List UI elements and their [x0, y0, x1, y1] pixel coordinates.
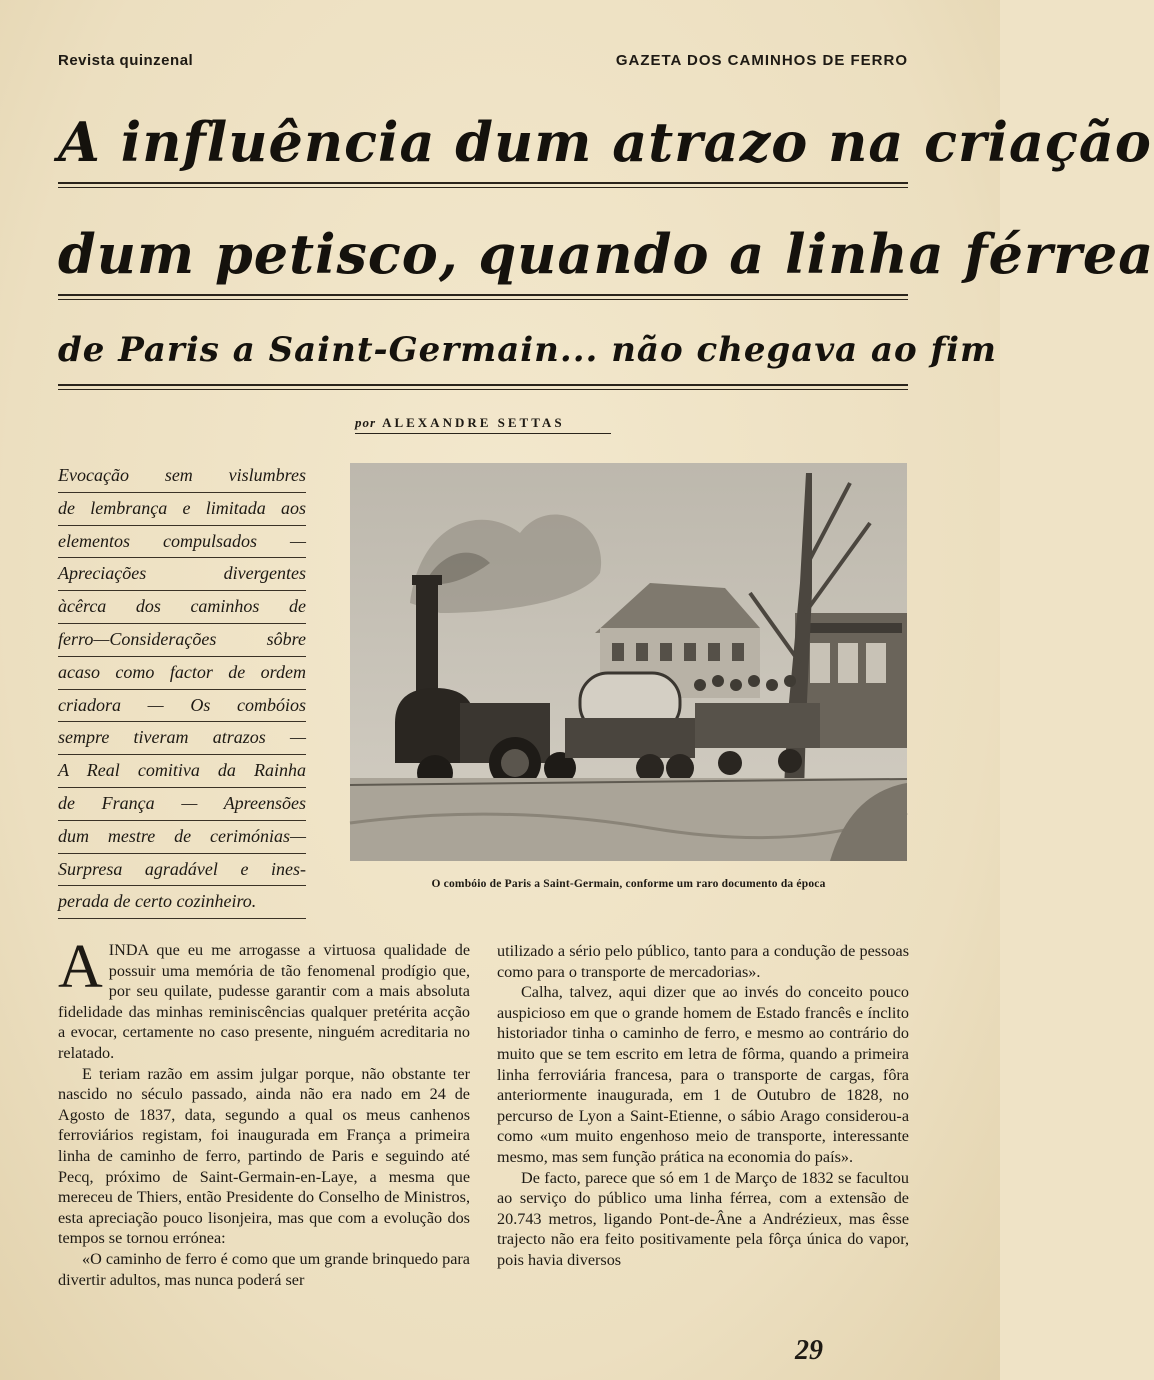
- summary-box: [58, 460, 306, 919]
- article-title-line-1: A influência dum atrazo na criação: [58, 110, 1152, 174]
- summary-line: àcêrca dos caminhos de: [58, 591, 306, 624]
- summary-line: perada de certo cozinheiro.: [58, 886, 306, 919]
- paragraph-text: INDA que eu me arrogasse a virtuosa qualidade de possuir uma memória de tão fenomenal prodígio que, por seu quilate, pudesse garantir com a mais absoluta fidelidade das minhas reminiscências qualquer pretérita acção a evocar, certamente no caso presente, ninguém acreditaria no relatado.: [58, 941, 470, 1062]
- paragraph: «O caminho de ferro é como que um grande brinquedo para divertir adultos, mas nunca poderá ser: [58, 1249, 470, 1289]
- paragraph: Calha, talvez, aqui dizer que ao invés do conceito pouco auspicioso em que o grande homem de Estado francês e ínclito historiador tinha o caminho de ferro, e mesmo ao contrário do muito que se tem escrito em letra de fôrma, quando a primeira linha ferroviária francesa, para o transporte de cargas, fôra anteriormente inaugurada, em 1 de Outubro de 1828, no percurso de Lyon a Saint-Etienne, o sábio Arago considerou-a como «um muito engenhoso meio de transporte, interessante mesmo, mas sem função prática na economia do país».: [497, 983, 909, 1166]
- drop-cap: A: [58, 933, 103, 1001]
- train-illustration: [350, 463, 907, 861]
- summary-line: de lembrança e limitada aos: [58, 493, 306, 526]
- article-title-line-3: de Paris a Saint-Germain... não chegava ao fim: [58, 330, 998, 370]
- article-title-line-2: dum petisco, quando a linha férrea: [58, 222, 1154, 286]
- paragraph: E teriam razão em assim julgar porque, não obstante ter nascido no século passado, ainda não era nado em 24 de Agosto de 1837, data, segundo a qual os meus canhenos ferroviários registam, foi inaugurada em França a primeira linha de caminho de ferro, partindo de Paris e seguindo até Pecq, próximo de Saint-Germain-en-Laye, a mesma que mereceu de Thiers, então Presidente do Conselho de Ministros, esta apreciação pouco lisonjeira, mas que com a evolução dos tempos se tornou errónea:: [58, 1064, 470, 1248]
- summary-line: elementos compulsados —: [58, 526, 306, 559]
- summary-line: de França — Apreensões: [58, 788, 306, 821]
- paragraph: De facto, parece que só em 1 de Março de 1832 se facultou ao serviço do público uma linha férrea, com a extensão de 20.743 metros, ligando Pont-de-Âne a Andrézieux, mas êsse trajecto não era feito positivamente pela fôrça única do vapor, pois havia diversos: [497, 1168, 909, 1269]
- article-column-left: [58, 933, 470, 1290]
- title-rule: [58, 182, 908, 184]
- running-header-right: GAZETA DOS CAMINHOS DE FERRO: [615, 52, 908, 69]
- article-column-right: [497, 941, 909, 1271]
- paragraph: [58, 933, 470, 1064]
- summary-line: sempre tiveram atrazos —: [58, 722, 306, 755]
- train-engraving-image: [350, 463, 907, 861]
- summary-line: criadora — Os combóios: [58, 690, 306, 723]
- summary-line: A Real comitiva da Rainha: [58, 755, 306, 788]
- summary-line: Evocação sem vislumbres: [58, 460, 306, 493]
- running-header-left: Revista quinzenal: [58, 52, 194, 69]
- title-rule: [58, 294, 908, 296]
- summary-line: Surpresa agradável e ines-: [58, 854, 306, 887]
- title-rule: [58, 299, 908, 300]
- byline: [355, 415, 611, 434]
- byline-author: ALEXANDRE SETTAS: [382, 415, 565, 430]
- figure-caption: O combóio de Paris a Saint-Germain, conforme um raro documento da época: [431, 878, 826, 890]
- byline-prefix: por: [355, 415, 377, 430]
- title-rule: [58, 389, 908, 390]
- title-rule: [58, 187, 908, 188]
- summary-line: Apreciações divergentes: [58, 558, 306, 591]
- summary-line: acaso como factor de ordem: [58, 657, 306, 690]
- summary-line: ferro—Considerações sôbre: [58, 624, 306, 657]
- title-rule: [58, 384, 908, 386]
- page-number: 29: [795, 1335, 823, 1366]
- paragraph: utilizado a sério pelo público, tanto para a condução de pessoas como para o transporte de mercadorias».: [497, 942, 909, 981]
- summary-line: dum mestre de cerimónias—: [58, 821, 306, 854]
